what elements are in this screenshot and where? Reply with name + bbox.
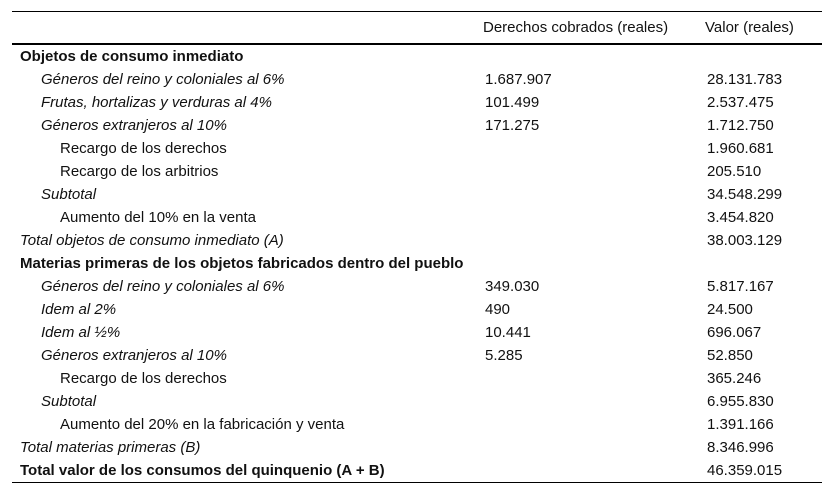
row-valor: 1.712.750 [707, 117, 774, 134]
grand-total-row [12, 459, 822, 483]
table-body [12, 44, 822, 483]
row-label: Frutas, hortalizas y verduras al 4% [41, 94, 272, 111]
row-derechos: 490 [485, 301, 511, 318]
row-derechos [475, 44, 697, 68]
row-valor: 24.500 [707, 301, 753, 318]
row-valor: 205.510 [707, 163, 762, 180]
table-row [12, 137, 822, 160]
row-label: Materias primeras de los objetos fabricados dentro del pueblo [20, 255, 464, 272]
section-heading-row [12, 252, 822, 275]
row-label: Géneros del reino y coloniales al 6% [41, 278, 285, 295]
row-valor: 28.131.783 [707, 71, 783, 88]
row-valor: 6.955.830 [707, 393, 774, 410]
consumption-table [12, 11, 822, 483]
row-derechos: 349.030 [485, 278, 540, 295]
row-valor: 38.003.129 [707, 232, 783, 249]
row-derechos [475, 252, 697, 275]
row-valor: 1.960.681 [707, 140, 774, 157]
row-valor: 2.537.475 [707, 94, 774, 111]
row-derechos [475, 390, 697, 413]
row-label: Recargo de los derechos [60, 370, 227, 387]
row-derechos [475, 183, 697, 206]
table-row [12, 206, 822, 229]
row-valor: 365.246 [707, 370, 762, 387]
row-derechos: 101.499 [485, 94, 540, 111]
subtotal-row [12, 183, 822, 206]
table-row [12, 114, 822, 137]
row-label: Géneros extranjeros al 10% [41, 117, 227, 134]
row-valor: 696.067 [707, 324, 762, 341]
row-label: Objetos de consumo inmediato [20, 48, 244, 65]
row-derechos [475, 413, 697, 436]
header-valor: Valor (reales) [705, 19, 794, 36]
row-label: Total valor de los consumos del quinquenio (A + B) [20, 462, 385, 479]
header-row [12, 12, 822, 45]
row-derechos [475, 367, 697, 390]
row-valor: 46.359.015 [707, 462, 783, 479]
table-row [12, 344, 822, 367]
row-derechos: 10.441 [485, 324, 531, 341]
row-valor: 1.391.166 [707, 416, 774, 433]
row-derechos [475, 160, 697, 183]
total-row [12, 229, 822, 252]
row-label: Géneros del reino y coloniales al 6% [41, 71, 285, 88]
row-valor: 34.548.299 [707, 186, 783, 203]
table-row [12, 367, 822, 390]
row-derechos: 171.275 [485, 117, 540, 134]
header-concept [12, 12, 475, 45]
section-heading-row [12, 44, 822, 68]
row-derechos: 1.687.907 [485, 71, 552, 88]
row-derechos [475, 137, 697, 160]
row-valor: 52.850 [707, 347, 753, 364]
row-label: Recargo de los arbitrios [60, 163, 219, 180]
row-valor [697, 44, 822, 68]
table-row [12, 413, 822, 436]
row-label: Subtotal [41, 393, 97, 410]
row-valor: 8.346.996 [707, 439, 774, 456]
row-label: Recargo de los derechos [60, 140, 227, 157]
row-valor [697, 252, 822, 275]
row-label: Aumento del 10% en la venta [60, 209, 256, 226]
row-label: Total materias primeras (B) [20, 439, 201, 456]
total-row [12, 436, 822, 459]
row-label: Idem al ½% [41, 324, 121, 341]
table-row [12, 160, 822, 183]
table-row [12, 321, 822, 344]
row-valor: 5.817.167 [707, 278, 774, 295]
subtotal-row [12, 390, 822, 413]
row-valor: 3.454.820 [707, 209, 774, 226]
row-label: Total objetos de consumo inmediato (A) [20, 232, 284, 249]
table-row [12, 298, 822, 321]
row-derechos [475, 206, 697, 229]
row-label: Aumento del 20% en la fabricación y venta [60, 416, 345, 433]
row-label: Idem al 2% [41, 301, 117, 318]
table-row [12, 275, 822, 298]
header-derechos: Derechos cobrados (reales) [483, 19, 669, 36]
table-row [12, 68, 822, 91]
row-derechos: 5.285 [485, 347, 523, 364]
row-label: Subtotal [41, 186, 97, 203]
table-row [12, 91, 822, 114]
row-derechos [475, 436, 697, 459]
row-label: Géneros extranjeros al 10% [41, 347, 227, 364]
row-derechos [475, 229, 697, 252]
row-derechos [475, 459, 697, 483]
table-header [12, 12, 822, 45]
